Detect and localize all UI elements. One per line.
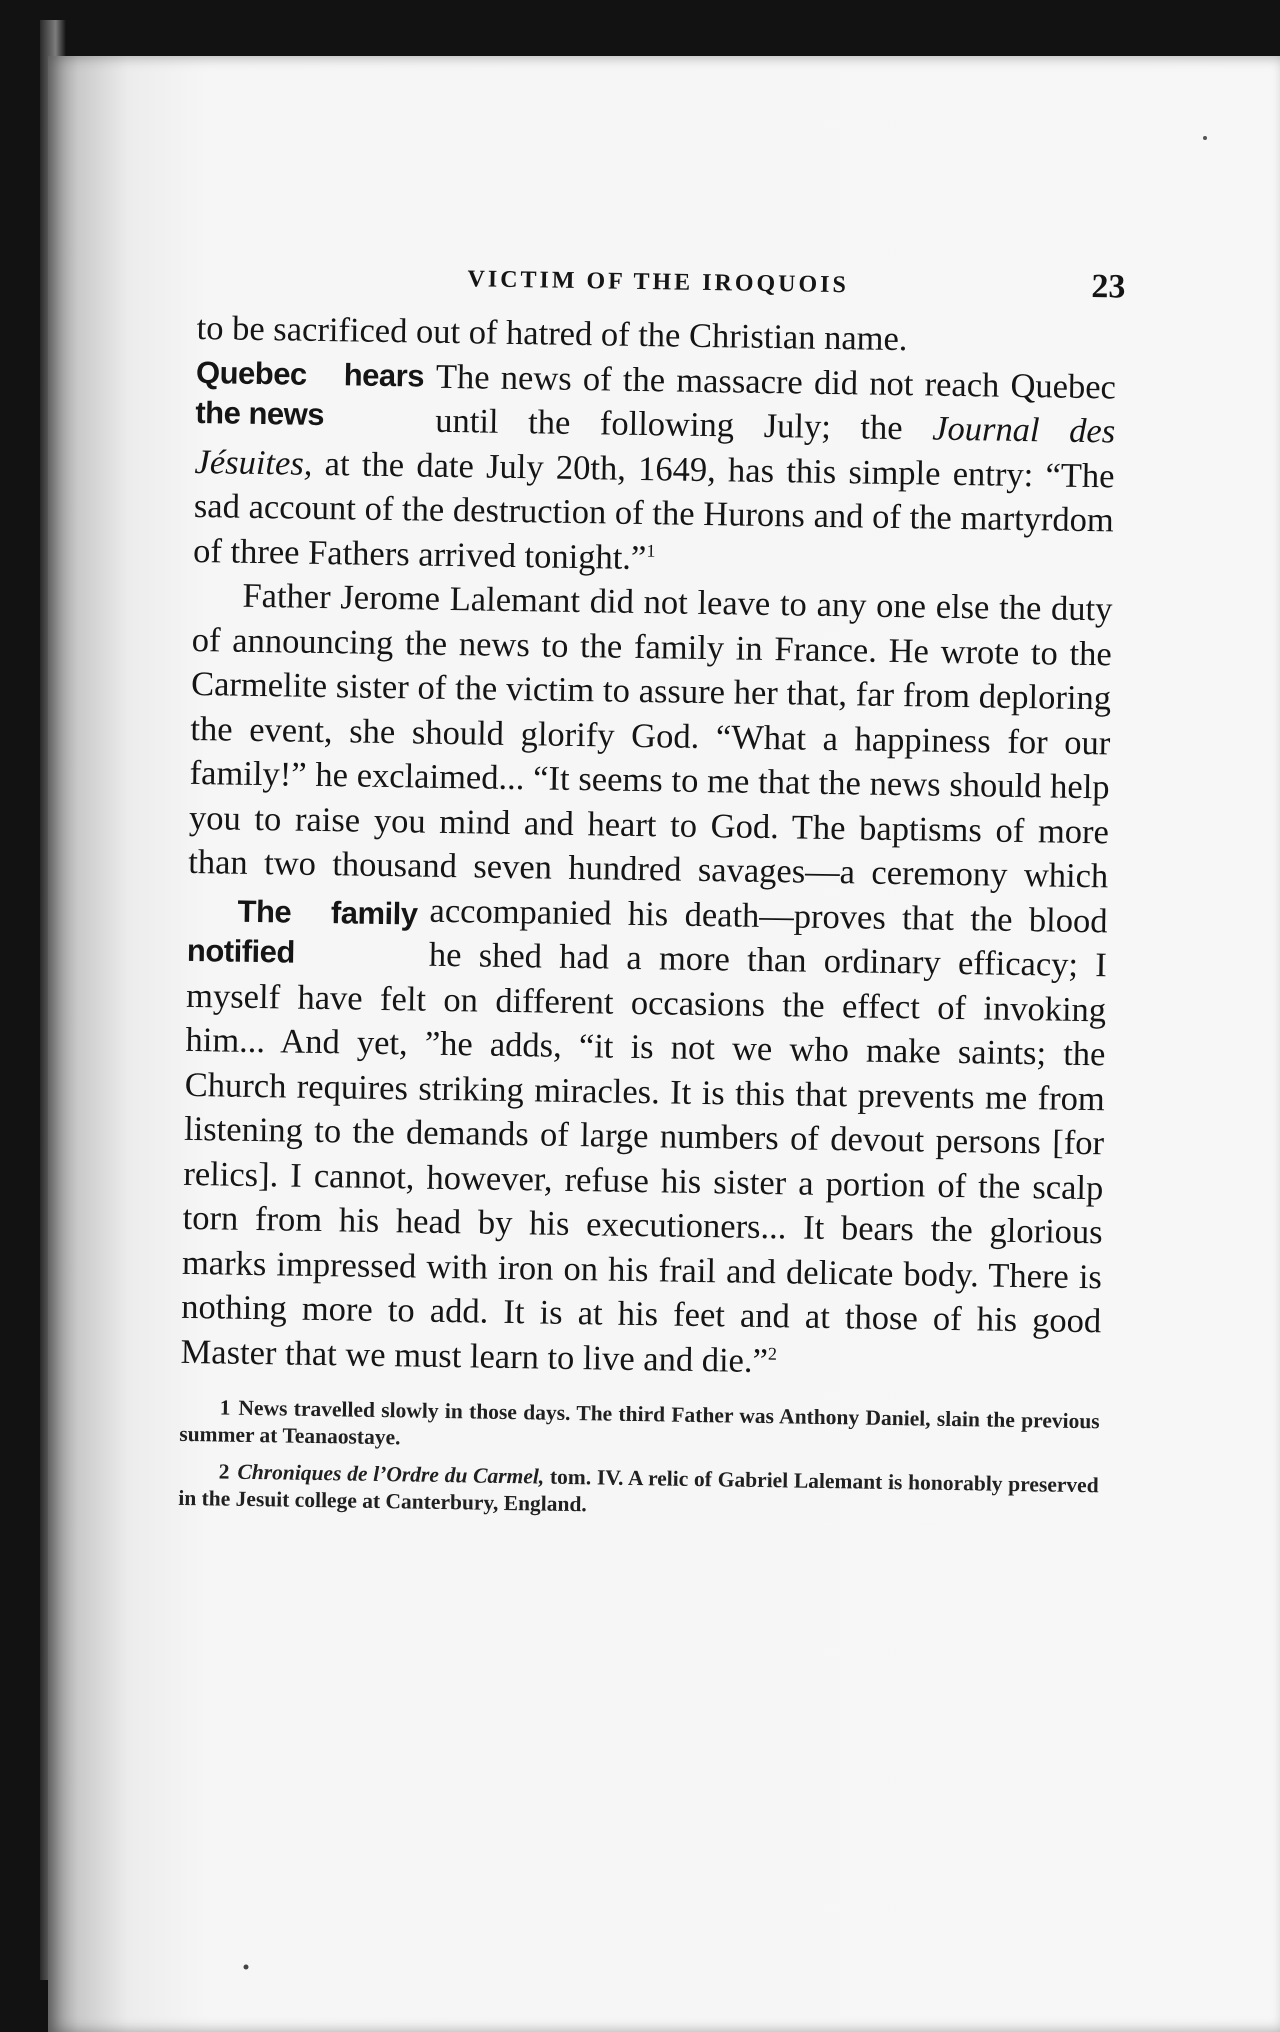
paragraph-text: Father Jerome Lalemant did not leave to any one else the duty of announcing the news to the family in France. He wrote to the Carmelite sister of the victim to assure her that, far from deploring the event, she should glorify God. “What a happiness for our family!” he exclaimed... “It seems to me that the news should help you to raise you mind and heart to God. The baptisms of more than two thousand seven hundred savages—a ceremony which accompanied his xyxy=(188,576,1113,933)
footnote-ref: 1 xyxy=(646,540,656,561)
footnotes xyxy=(178,1394,1100,1526)
paragraph-continuation: to be sacrificed out of hatred of the Christian name. xyxy=(196,308,908,359)
footnote-number: 2 xyxy=(218,1459,230,1484)
paragraph-text: death—proves that the blood he shed had a more than ordinary efficacy; I myself have felt on different occasions the effect of invoking him... And yet, ”he adds, “it is not we who make saints; the Church requires striking miracles. It is this that prevents me from listening to the demands of large numbers of devout persons [for relics]. I cannot, however, refuse his sister a portion of the scalp torn from his head by his executioners... It bears the glorious marks impressed with iron on his frail and delicate body. There is nothing more to add. It is at his feet and at those of his good Master that we must learn to live and die.” xyxy=(180,895,1108,1380)
footnote-source-title: Chroniques de l’Ordre du Carmel, xyxy=(237,1459,545,1489)
text-block xyxy=(178,246,1126,1536)
footnote xyxy=(178,1458,1099,1526)
footnote-ref: 2 xyxy=(767,1343,778,1364)
paragraph-text: at the date July 20th, 1649, has this simple entry: “The sad account of the destruction of the Hurons and of the martyrdom of three Fathers arrived tonight.” xyxy=(192,444,1115,577)
sidenote-the-family-notified: The family notified xyxy=(186,893,418,970)
footnote-text: News travelled slowly in those days. The third Father was Anthony Daniel, slain the previous summer at Teanaostaye. xyxy=(179,1395,1100,1450)
book-page xyxy=(48,56,1280,2032)
footnote xyxy=(179,1394,1100,1462)
footnote-text: tom. IV. A relic of Gabriel Lalemant is honorably preserved in the Jesuit college at Canterbury, England. xyxy=(178,1464,1099,1517)
footnote-number: 1 xyxy=(219,1395,231,1420)
paragraph-lalemant xyxy=(180,573,1112,1388)
running-title: VICTIM OF THE IROQUOIS xyxy=(467,266,850,299)
sidenote-quebec-hears-the-news: Quebec hears the news xyxy=(195,354,425,432)
paragraph-text: The news of the massacre did not reach Quebec until the following July; the xyxy=(434,357,1117,448)
page-number: 23 xyxy=(1091,268,1126,306)
paragraph-quebec xyxy=(193,350,1116,587)
journal-title: Journal des Jésuites, xyxy=(194,409,1116,483)
